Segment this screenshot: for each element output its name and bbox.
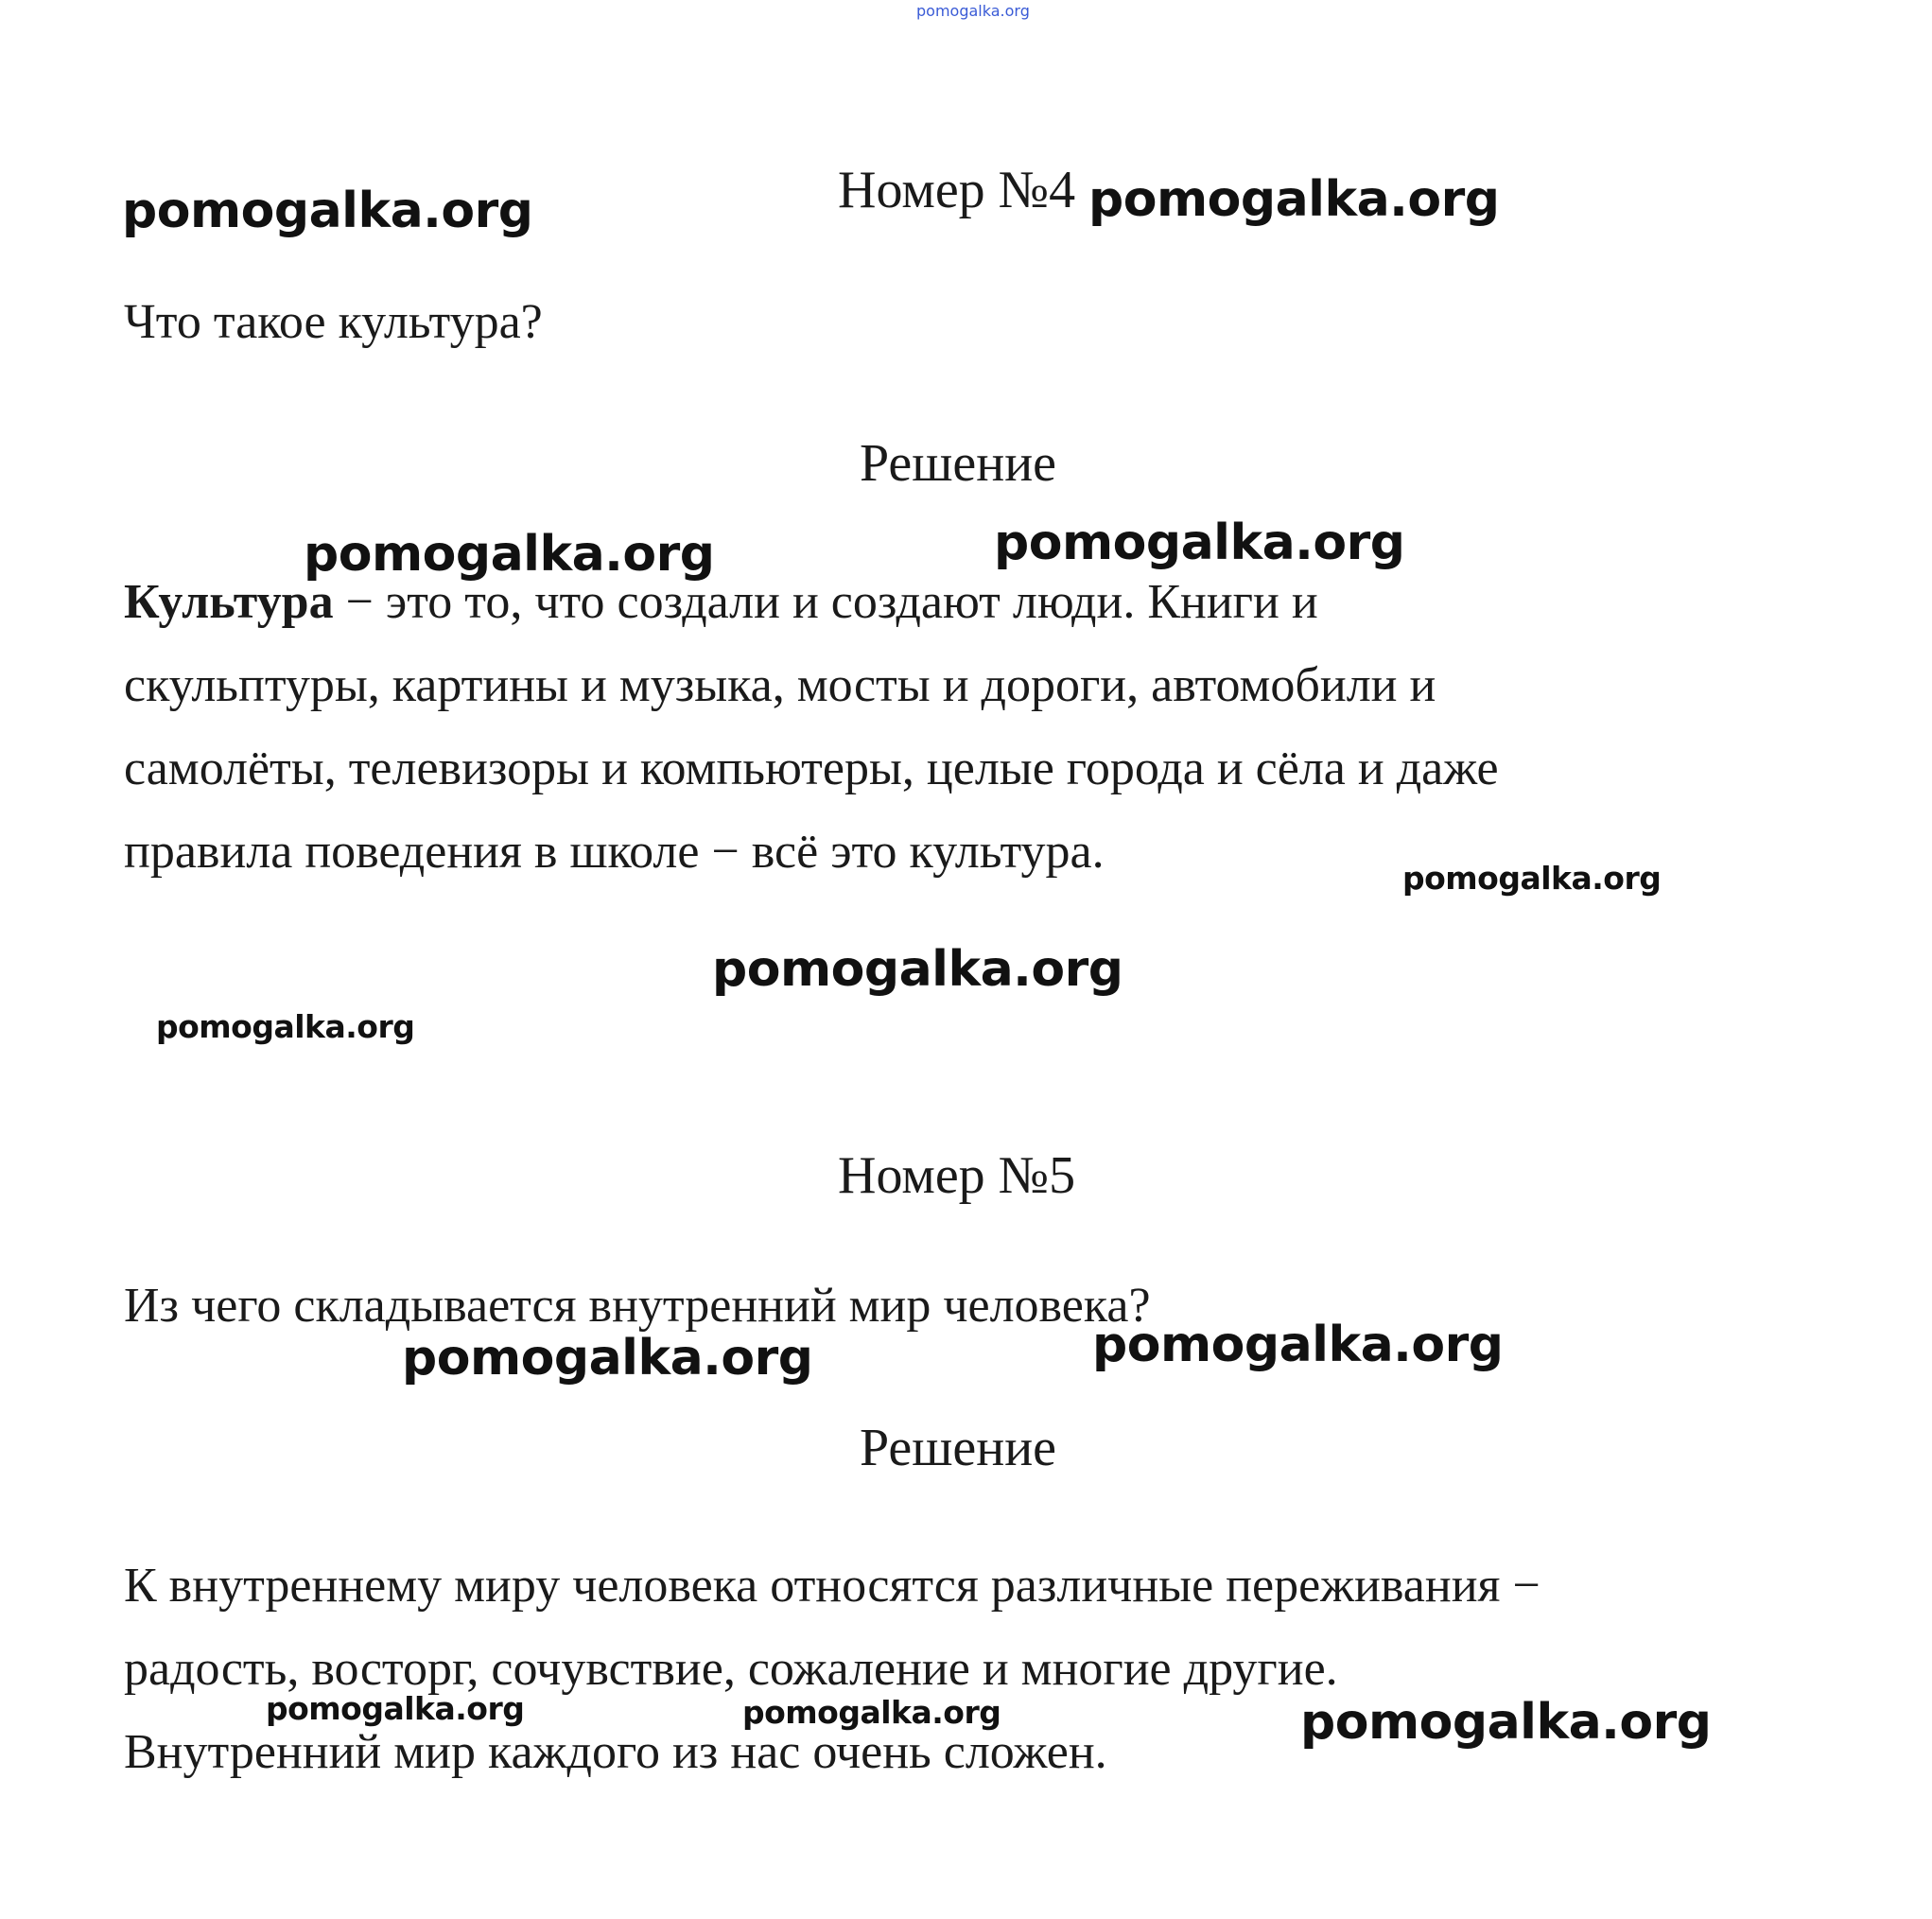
watermark: pomogalka.org bbox=[122, 183, 533, 239]
answer-line: правила поведения в школе − всё это культура. bbox=[124, 825, 1105, 879]
watermark: pomogalka.org bbox=[712, 941, 1123, 998]
problem-4-solution-label: Решение bbox=[860, 434, 1057, 493]
problem-5-solution-label: Решение bbox=[860, 1419, 1057, 1477]
answer-line: Внутренний мир каждого из нас очень сложен. bbox=[124, 1725, 1107, 1779]
answer-line: самолёты, телевизоры и компьютеры, целые города и сёла и даже bbox=[124, 741, 1499, 795]
top-watermark: pomogalka.org bbox=[916, 2, 1030, 20]
problem-5-question: Из чего складывается внутренний мир человека? bbox=[124, 1279, 1151, 1333]
watermark: pomogalka.org bbox=[1088, 171, 1500, 228]
answer-line-rest: − это то, что создали и создают люди. Книги и bbox=[333, 575, 1318, 629]
answer-term: Культура bbox=[124, 575, 334, 629]
problem-4-answer bbox=[124, 561, 1807, 894]
watermark: pomogalka.org bbox=[1300, 1694, 1712, 1751]
problem-4-title: Номер №4 bbox=[838, 161, 1076, 219]
problem-5-title: Номер №5 bbox=[838, 1146, 1076, 1205]
answer-line: скульптуры, картины и музыка, мосты и дороги, автомобили и bbox=[124, 658, 1436, 712]
watermark: pomogalka.org bbox=[1402, 860, 1662, 897]
watermark: pomogalka.org bbox=[402, 1330, 813, 1387]
watermark: pomogalka.org bbox=[994, 515, 1405, 571]
watermark: pomogalka.org bbox=[266, 1690, 525, 1727]
watermark: pomogalka.org bbox=[742, 1694, 1001, 1731]
problem-5-answer bbox=[124, 1544, 1807, 1794]
answer-line: радость, восторг, сочувствие, сожаление и многие другие. bbox=[124, 1642, 1338, 1696]
problem-4-question: Что такое культура? bbox=[124, 295, 543, 349]
watermark: pomogalka.org bbox=[156, 1008, 415, 1045]
answer-line: К внутреннему миру человека относятся различные переживания − bbox=[124, 1559, 1540, 1613]
watermark: pomogalka.org bbox=[304, 526, 715, 583]
watermark: pomogalka.org bbox=[1092, 1317, 1504, 1373]
